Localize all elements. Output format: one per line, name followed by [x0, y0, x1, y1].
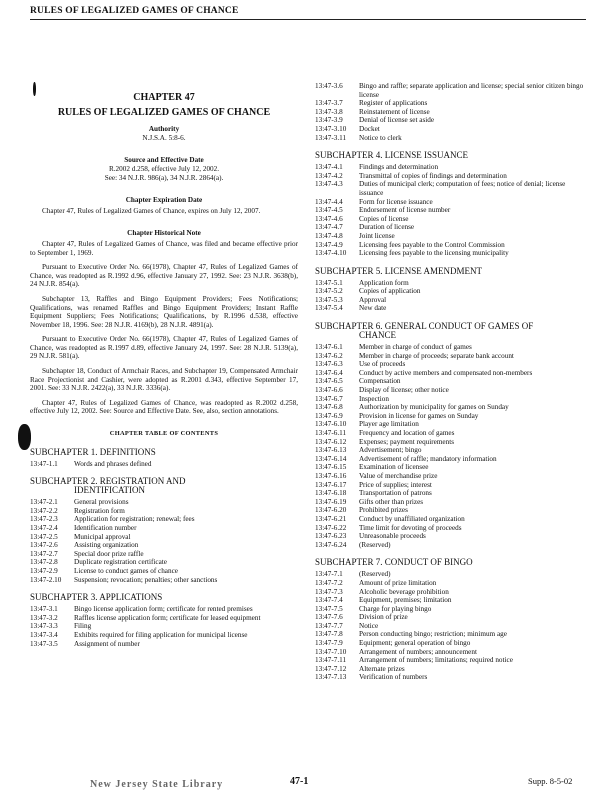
section-number: 13:47-7.6: [315, 613, 343, 622]
section-number: 13:47-6.24: [315, 540, 347, 549]
toc-entry: [315, 223, 587, 232]
section-title: Filing: [74, 622, 92, 631]
section-title: Words and phrases defined: [74, 459, 152, 468]
authority-heading: Authority: [148, 125, 180, 134]
section-number: 13:47-4.10: [315, 249, 347, 258]
section-number: 13:47-6.14: [315, 454, 347, 463]
toc-entry: [315, 570, 587, 579]
toc-entry: [315, 241, 587, 250]
section-number: 13:47-7.11: [315, 656, 347, 665]
section-title: Person conducting bingo; restriction; minimum age: [359, 630, 507, 639]
section-number: 13:47-7.13: [315, 673, 347, 682]
toc-entry: [315, 446, 587, 455]
subchapter-heading: [315, 151, 587, 160]
toc-entry: [30, 605, 298, 614]
section-title: Docket: [359, 124, 380, 133]
section-number: 13:47-6.22: [315, 523, 347, 532]
subchapter-title: SUBCHAPTER 5. LICENSE AMENDMENT: [315, 265, 483, 276]
toc-entry: [315, 82, 587, 99]
section-title: Value of merchandise prize: [359, 471, 438, 480]
section-number: 13:47-7.7: [315, 621, 343, 630]
section-number: 13:47-2.3: [30, 515, 58, 524]
section-title: Equipment; general operation of bingo: [359, 639, 471, 648]
section-title: Transmittal of copies of findings and determination: [359, 171, 507, 180]
section-number: 13:47-6.17: [315, 480, 347, 489]
section-title: Application form: [359, 278, 409, 287]
section-number: 13:47-7.2: [315, 578, 343, 587]
toc-entry: [315, 438, 587, 447]
section-title: Use of proceeds: [359, 360, 406, 369]
toc-entry: [315, 395, 587, 404]
toc-entry: [315, 403, 587, 412]
subchapter-heading: [315, 267, 587, 276]
section-number: 13:47-5.2: [315, 287, 343, 296]
section-title: Arrangement of numbers; limitations; required notice: [359, 656, 513, 665]
toc-entry: [315, 596, 587, 605]
section-title: Duplicate registration certificate: [74, 558, 167, 567]
section-title: Findings and determination: [359, 163, 439, 172]
section-title: (Reserved): [359, 540, 391, 549]
section-title: Assisting organization: [74, 541, 139, 550]
section-title: Player age limitation: [359, 420, 419, 429]
subchapter-title: SUBCHAPTER 6. GENERAL CONDUCT OF GAMES OF: [315, 321, 534, 332]
subchapter-title: SUBCHAPTER 1. DEFINITIONS: [30, 446, 156, 457]
section-number: 13:47-5.4: [315, 304, 343, 313]
section-number: 13:47-3.8: [315, 107, 343, 116]
section-number: 13:47-4.7: [315, 223, 343, 232]
toc-entry: [315, 180, 587, 197]
source-line-2: See: 34 N.J.R. 986(a), 34 N.J.R. 2864(a).: [104, 173, 224, 182]
toc-entry: [315, 665, 587, 674]
historical-paragraph: Subchapter 13, Raffles and Bingo Equipment Providers; Fees Notifications; Qualifications, was renamed Raffles and Bingo Equipment Providers; Instant Raffle Equipment Suppliers; Fees Notifications; Qualifications, by R.1996 d.538, effective November 18, 1996. See: 28 N.J.R. 4169(b), 28 N.J.R. 4891(a).: [30, 294, 298, 329]
toc-entry: [315, 343, 587, 352]
toc-entry: [30, 614, 298, 623]
section-title: Register of applications: [359, 99, 428, 108]
toc-entry: [30, 460, 298, 469]
section-title: Division of prize: [359, 613, 408, 622]
section-title: Arrangement of numbers; announcement: [359, 647, 477, 656]
section-number: 13:47-7.12: [315, 664, 347, 673]
supplement-date: Supp. 8-5-02: [528, 776, 573, 786]
toc-entry: [315, 524, 587, 533]
section-title: Copies of license: [359, 214, 409, 223]
source-heading: Source and Effective Date: [124, 156, 204, 165]
section-title: Exhibits required for filing application for municipal license: [74, 630, 248, 639]
section-title: Transportation of patrons: [359, 489, 432, 498]
subchapter-heading: [315, 558, 587, 567]
toc-entry: [315, 463, 587, 472]
section-number: 13:47-6.10: [315, 420, 347, 429]
section-title: Amount of prize limitation: [359, 578, 437, 587]
section-number: 13:47-2.9: [30, 566, 58, 575]
historical-paragraph: Subchapter 18, Conduct of Armchair Races, and Subchapter 19, Compensated Armchair Race Projectionist and Cashier, were adopted as R.2001 d.343, effective September 17, 2001. See: 33 N.J.R. 2422(a), 33 N.J.R. 3336(a).: [30, 367, 298, 393]
section-number: 13:47-4.6: [315, 214, 343, 223]
source-line-1: R.2002 d.258, effective July 12, 2002.: [108, 164, 220, 173]
section-number: 13:47-2.7: [30, 549, 58, 558]
section-title: Prohibited prizes: [359, 506, 408, 515]
section-title: Reinstatement of license: [359, 107, 430, 116]
toc-entry: [315, 279, 587, 288]
toc-entry: [315, 489, 587, 498]
section-title: Conduct by active members and compensated non-members: [359, 368, 533, 377]
section-title: Price of supplies; interest: [359, 480, 432, 489]
section-number: 13:47-6.1: [315, 343, 343, 352]
toc-entry: [30, 524, 298, 533]
toc-entry: [315, 108, 587, 117]
section-number: 13:47-7.5: [315, 604, 343, 613]
section-number: 13:47-3.1: [30, 605, 58, 614]
toc-entry: [315, 429, 587, 438]
toc-entry: [30, 576, 298, 585]
left-toc: [30, 448, 298, 649]
section-title: Conduct by unaffiliated organization: [359, 514, 465, 523]
toc-entry: [315, 99, 587, 108]
toc-entry: [315, 472, 587, 481]
section-title: Alternate prizes: [359, 664, 405, 673]
section-title: Duties of municipal clerk; computation of fees; notice of denial; license issuance: [359, 180, 566, 197]
section-title: Compensation: [359, 377, 401, 386]
running-header: RULES OF LEGALIZED GAMES OF CHANCE: [30, 6, 239, 16]
historical-heading: Chapter Historical Note: [127, 229, 201, 238]
section-title: Duration of license: [359, 223, 415, 232]
section-title: Alcoholic beverage prohibition: [359, 587, 449, 596]
toc-entry: [315, 116, 587, 125]
section-number: 13:47-3.2: [30, 613, 58, 622]
toc-entry: [315, 249, 587, 258]
toc-entry: [315, 622, 587, 631]
toc-entry: [315, 541, 587, 550]
section-number: 13:47-6.9: [315, 411, 343, 420]
toc-entry: [315, 287, 587, 296]
section-number: 13:47-3.3: [30, 622, 58, 631]
section-number: 13:47-2.5: [30, 532, 58, 541]
toc-entry: [30, 498, 298, 507]
section-number: 13:47-6.7: [315, 394, 343, 403]
subchapter-title: SUBCHAPTER 2. REGISTRATION AND: [30, 476, 186, 487]
section-number: 13:47-4.5: [315, 206, 343, 215]
section-title: Advertisement; bingo: [359, 446, 422, 455]
toc-entry: [315, 215, 587, 224]
toc-entry: [315, 163, 587, 172]
section-title: Form for license issuance: [359, 197, 433, 206]
toc-entry: [30, 541, 298, 550]
section-number: 13:47-2.10: [30, 575, 62, 584]
section-title: Frequency and location of games: [359, 429, 455, 437]
section-number: 13:47-2.1: [30, 498, 58, 507]
section-title: Denial of license set aside: [359, 116, 435, 125]
toc-entry: [30, 507, 298, 516]
toc-entry: [315, 605, 587, 614]
toc-entry: [315, 579, 587, 588]
section-number: 13:47-6.2: [315, 351, 343, 360]
section-title: Notice to clerk: [359, 133, 402, 142]
toc-entry: [315, 125, 587, 134]
section-title: Provision in license for games on Sunday: [359, 411, 479, 420]
section-number: 13:47-1.1: [30, 459, 58, 468]
section-number: 13:47-3.6: [315, 82, 343, 90]
section-number: 13:47-7.4: [315, 596, 343, 605]
section-number: 13:47-7.3: [315, 587, 343, 596]
toc-entry: [315, 481, 587, 490]
toc-entry: [30, 640, 298, 649]
chapter-title: RULES OF LEGALIZED GAMES OF CHANCE: [57, 106, 271, 118]
section-title: Copies of application: [359, 287, 421, 296]
section-number: 13:47-6.13: [315, 446, 347, 455]
toc-entry: [315, 532, 587, 541]
section-title: Licensing fees payable to the Control Commission: [359, 240, 505, 249]
section-title: Display of license; other notice: [359, 386, 449, 395]
toc-entry: [315, 412, 587, 421]
section-title: Member in charge of proceeds; separate bank account: [359, 351, 514, 360]
section-title: Unreasonable proceeds: [359, 532, 426, 541]
section-number: 13:47-2.8: [30, 558, 58, 567]
section-title: Authorization by municipality for games on Sunday: [359, 403, 509, 412]
section-number: 13:47-4.4: [315, 197, 343, 206]
section-title: Gifts other than prizes: [359, 497, 424, 506]
right-toc-continued: [315, 82, 587, 142]
section-number: 13:47-4.9: [315, 240, 343, 249]
historical-paragraph: Pursuant to Executive Order No. 66(1978), Chapter 47, Rules of Legalized Games of Chance, was readopted as R.1997 d.89, effective January 24, 1997. See: 28 N.J.R. 5139(a), 29 N.J.R. 581(a).: [30, 335, 298, 361]
section-title: Time limit for devoting of proceeds: [359, 523, 462, 532]
section-number: 13:47-6.8: [315, 403, 343, 412]
toc-entry: [315, 360, 587, 369]
toc-entry: [315, 648, 587, 657]
toc-entry: [315, 377, 587, 386]
section-title: Joint license: [359, 231, 395, 240]
toc-entry: [30, 550, 298, 559]
section-title: Assignment of number: [74, 639, 140, 648]
right-column: [315, 82, 587, 682]
section-number: 13:47-6.20: [315, 506, 347, 515]
toc-entry: [30, 533, 298, 542]
right-toc: [315, 151, 587, 682]
section-number: 13:47-3.9: [315, 116, 343, 125]
section-title: Bingo license application form; certificate for rented premises: [74, 605, 253, 614]
toc-entry: [315, 232, 587, 241]
chapter-number: CHAPTER 47: [133, 92, 195, 103]
left-column: [30, 84, 298, 648]
toc-entry: [30, 622, 298, 631]
section-number: 13:47-7.10: [315, 647, 347, 656]
section-number: 13:47-5.3: [315, 295, 343, 304]
section-title: Registration form: [74, 506, 125, 515]
toc-entry: [315, 613, 587, 622]
toc-entry: [315, 304, 587, 313]
subchapter-title: SUBCHAPTER 4. LICENSE ISSUANCE: [315, 150, 469, 161]
section-number: 13:47-6.5: [315, 377, 343, 386]
expiration-heading: Chapter Expiration Date: [125, 196, 203, 205]
toc-entry: [315, 296, 587, 305]
section-number: 13:47-3.4: [30, 630, 58, 639]
section-number: 13:47-6.15: [315, 463, 347, 472]
subchapter-heading: [315, 322, 587, 340]
header-rule: [30, 19, 586, 20]
section-number: 13:47-4.1: [315, 163, 343, 172]
toc-entry: [30, 558, 298, 567]
authority-text: N.J.S.A. 5:8-6.: [142, 133, 186, 142]
section-number: 13:47-4.3: [315, 180, 343, 189]
section-number: 13:47-2.6: [30, 541, 58, 550]
section-title: Identification number: [74, 524, 137, 532]
section-number: 13:47-6.18: [315, 489, 347, 498]
toc-entry: [30, 567, 298, 576]
toc-entry: [315, 172, 587, 181]
section-title: Application for registration; renewal; fees: [74, 515, 195, 524]
subchapter-title: SUBCHAPTER 7. CONDUCT OF BINGO: [315, 557, 473, 568]
toc-entry: [315, 206, 587, 215]
toc-entry: [315, 656, 587, 665]
section-number: 13:47-4.8: [315, 231, 343, 240]
historical-paragraph: Chapter 47, Rules of Legalized Games of Chance, was filed and became effective prior to September 1, 1969.: [30, 239, 298, 257]
toc-entry: [315, 198, 587, 207]
section-title: Examination of licensee: [359, 463, 429, 472]
section-title: New date: [359, 304, 387, 313]
section-title: Special door prize raffle: [74, 549, 144, 558]
section-number: 13:47-5.1: [315, 278, 343, 287]
section-title: Verification of numbers: [359, 673, 428, 682]
toc-entry: [315, 639, 587, 648]
historical-paragraph: Chapter 47, Rules of Legalized Games of Chance, was readopted as R.2002 d.258, effective July 12, 2002. See: Source and Effective Date. See, also, section annotations.: [30, 398, 298, 416]
subchapter-title-continued: CHANCE: [359, 330, 397, 341]
subchapter-title: SUBCHAPTER 3. APPLICATIONS: [30, 592, 163, 603]
section-title: Charge for playing bingo: [359, 604, 432, 613]
section-number: 13:47-3.11: [315, 133, 347, 142]
toc-entry: [315, 673, 587, 682]
section-number: 13:47-7.9: [315, 639, 343, 648]
section-number: 13:47-6.16: [315, 471, 347, 480]
section-title: (Reserved): [359, 570, 391, 579]
toc-entry: [315, 515, 587, 524]
section-title: Notice: [359, 621, 379, 630]
section-title: Endorsement of license number: [359, 206, 451, 215]
section-number: 13:47-6.4: [315, 368, 343, 377]
page-number: 47-1: [290, 776, 309, 787]
section-title: Inspection: [359, 394, 389, 403]
toc-entry: [315, 630, 587, 639]
section-title: Member in charge of conduct of games: [359, 343, 472, 352]
section-number: 13:47-6.19: [315, 497, 347, 506]
toc-entry: [315, 506, 587, 515]
section-number: 13:47-6.21: [315, 514, 347, 523]
section-number: 13:47-4.2: [315, 171, 343, 180]
subchapter-title-continued: IDENTIFICATION: [74, 485, 145, 496]
section-number: 13:47-3.5: [30, 639, 58, 648]
section-title: Licensing fees payable to the licensing municipality: [359, 249, 509, 258]
section-number: 13:47-2.4: [30, 524, 58, 532]
section-number: 13:47-7.1: [315, 570, 343, 579]
toc-entry: [315, 386, 587, 395]
toc-heading: CHAPTER TABLE OF CONTENTS: [109, 430, 219, 438]
section-title: Municipal approval: [74, 532, 131, 541]
section-number: 13:47-3.7: [315, 99, 343, 108]
section-title: General provisions: [74, 498, 129, 507]
historical-paragraph: Pursuant to Executive Order No. 66(1978), Chapter 47, Rules of Legalized Games of Chance, was readopted as R.1992 d.96, effective January 27, 1992. See: 23 N.J.R. 3638(b), 24 N.J.R. 854(a).: [30, 263, 298, 289]
toc-entry: [315, 369, 587, 378]
section-number: 13:47-6.23: [315, 532, 347, 541]
section-title: Advertisement of raffle; mandatory information: [359, 454, 497, 463]
toc-entry: [315, 498, 587, 507]
toc-entry: [315, 420, 587, 429]
subchapter-heading: [30, 593, 298, 602]
section-title: License to conduct games of chance: [74, 566, 178, 575]
section-title: Expenses; payment requirements: [359, 437, 455, 446]
expiration-text: Chapter 47, Rules of Legalized Games of Chance, expires on July 12, 2007.: [42, 206, 261, 215]
library-stamp: New Jersey State Library: [90, 779, 224, 790]
toc-entry: [30, 515, 298, 524]
subchapter-heading: [30, 477, 298, 495]
toc-entry: [315, 134, 587, 143]
section-title: Bingo and raffle; separate application and license; special senior citizen bingo license: [359, 82, 584, 99]
section-number: 13:47-2.2: [30, 506, 58, 515]
toc-entry: [315, 352, 587, 361]
section-number: 13:47-6.3: [315, 360, 343, 369]
toc-entry: [315, 455, 587, 464]
section-number: 13:47-6.11: [315, 429, 347, 437]
section-title: Equipment, premises; limitation: [359, 596, 452, 605]
section-title: Raffles license application form; certificate for leased equipment: [74, 613, 261, 622]
section-number: 13:47-6.6: [315, 386, 343, 395]
toc-entry: [30, 631, 298, 640]
subchapter-heading: [30, 448, 298, 457]
section-number: 13:47-3.10: [315, 124, 347, 133]
section-number: 13:47-7.8: [315, 630, 343, 639]
section-title: Suspension; revocation; penalties; other sanctions: [74, 575, 218, 584]
section-number: 13:47-6.12: [315, 437, 347, 446]
toc-entry: [315, 588, 587, 597]
section-title: Approval: [359, 295, 387, 304]
